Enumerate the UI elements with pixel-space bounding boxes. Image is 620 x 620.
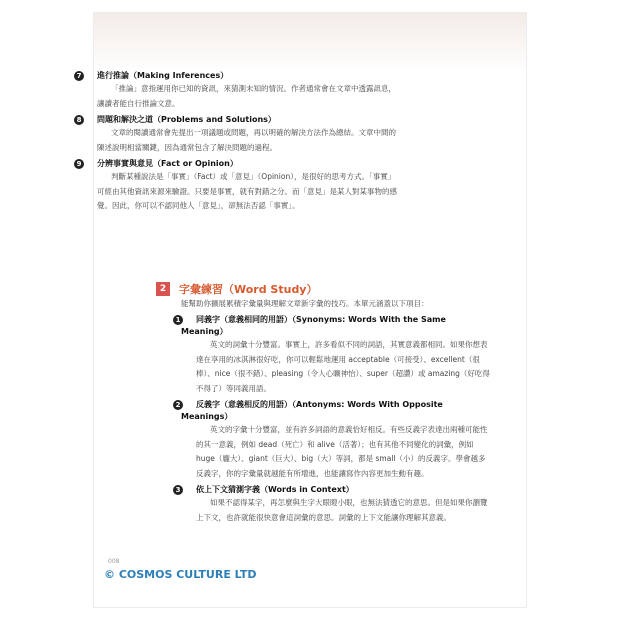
item-heading: 分辨事實與意見（Fact or Opinion） <box>97 159 238 168</box>
word-study-list <box>175 314 491 528</box>
page-number: 008 <box>108 558 120 565</box>
number-badge: 9 <box>74 159 84 169</box>
item-heading: 問題和解決之道（Problems and Solutions） <box>97 115 276 124</box>
list-item <box>175 484 491 525</box>
number-badge: 2 <box>173 400 183 410</box>
item-body: 「推論」意指運用你已知的資訊，來猜測未知的情況。作者通常會在文章中透露訊息，讓讀者能自行推論文意。 <box>97 84 396 108</box>
list-item <box>76 70 402 111</box>
item-body: 英文的詞彙十分豐富。事實上，許多看似不同的詞語，其實意義都相同。如果你想表達在享用的冰淇淋很好吃，你可以輕鬆地運用 acceptable（可接受）、excellent（很棒）、nice（很不錯）、pleasing（令人心曠神怡）、super（超讚）或 amazing（好吃得不得了）等同義用語。 <box>196 340 490 393</box>
section-number: 2 <box>156 282 170 296</box>
section-heading <box>156 281 317 297</box>
strategies-list <box>76 70 402 217</box>
page-header-fade <box>94 13 526 73</box>
number-badge: 1 <box>173 315 183 325</box>
list-item <box>76 158 402 214</box>
number-badge: 3 <box>173 485 183 495</box>
section-intro: 能幫助你擴展累積字彙量與理解文章新字彙的技巧。本單元涵蓋以下項目： <box>181 299 429 308</box>
item-heading: 進行推論（Making Inferences） <box>97 71 229 80</box>
list-item <box>175 314 491 396</box>
section-title: 字彙練習（Word Study） <box>179 283 318 296</box>
item-body: 文章的閱讀通常會先提出一項議題或問題，再以明確的解決方法作為總結。文章中間的陳述說明相當關鍵，因為通常包含了解決問題的過程。 <box>97 128 396 152</box>
copyright-watermark: © COSMOS CULTURE LTD <box>104 568 257 581</box>
item-heading: 同義字（意義相同的用語）（Synonyms: Words With the Same Meaning） <box>181 315 446 336</box>
list-item <box>175 399 491 481</box>
item-heading: 反義字（意義相反的用語）（Antonyms: Words With Opposite Meanings） <box>181 400 443 421</box>
number-badge: 8 <box>74 115 84 125</box>
item-body: 如果不認得某字，再怎麼與生字大眼瞪小眼，也無法猜透它的意思。但是如果你瀏覽上下文，也許就能很快意會這詞彙的意思。詞彙的上下文能讓你理解其意義。 <box>196 498 488 522</box>
item-heading: 依上下文猜測字義（Words in Context） <box>196 485 354 494</box>
number-badge: 7 <box>74 71 84 81</box>
item-body: 英文的字彙十分豐富，並有許多詞語的意義恰好相反。有些反義字表達出兩種可能性的其一意義，例如 dead（死亡）和 alive（活著）；也有其他不同變化的詞彙，例如 huge（龐大）、giant（巨大）、big（大）等詞，都是 small（小）的反義字。學會越多反義字，你的字彙量就越能有所增進，也能讓寫作內容更加生動有趣。 <box>196 425 488 478</box>
item-body: 判斷某種說法是「事實」（Fact）或「意見」（Opinion），是很好的思考方式。「事實」可經由其他資訊來源來驗證。只要是事實，就有對錯之分。而「意見」是某人對某事物的感覺。因此，你可以不認同他人「意見」，卻無法否認「事實」。 <box>97 172 397 210</box>
list-item <box>76 114 402 155</box>
